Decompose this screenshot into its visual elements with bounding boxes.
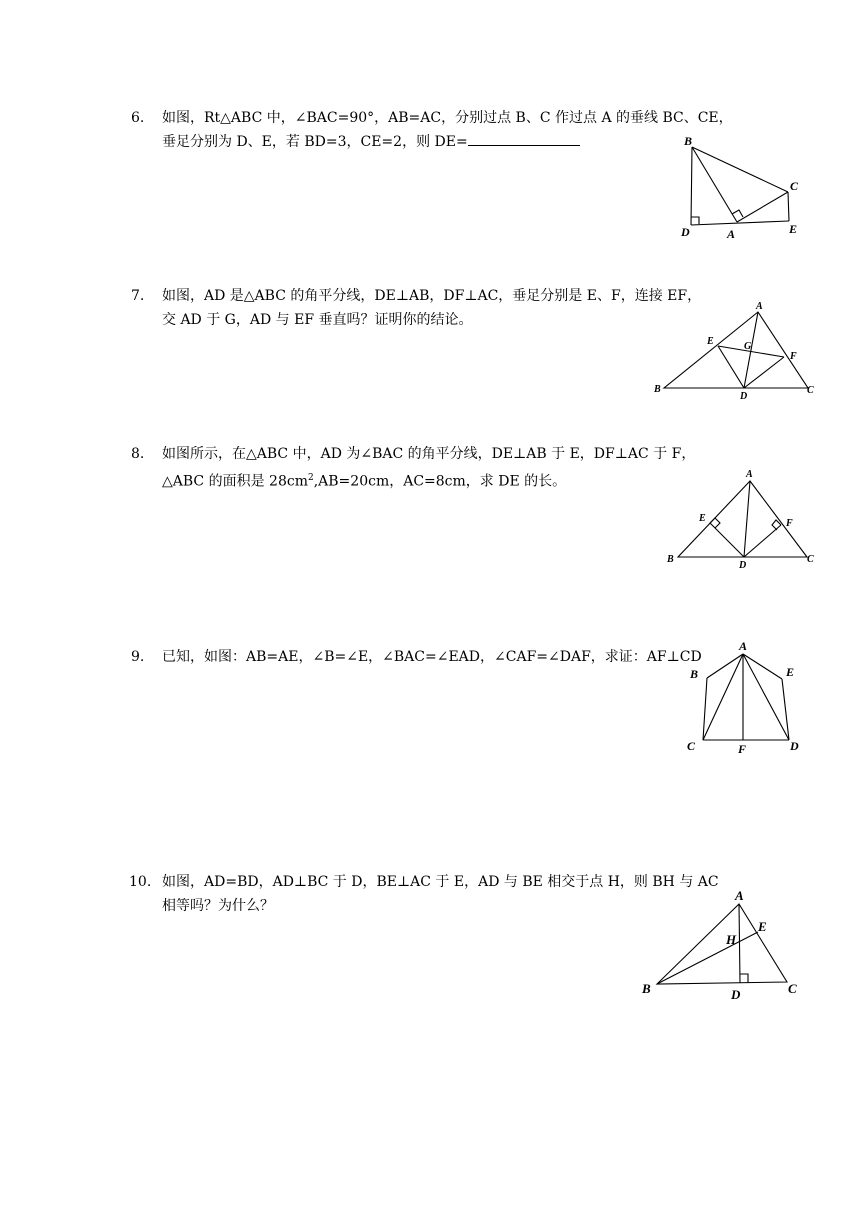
figure-7 xyxy=(650,298,820,400)
segment-CA xyxy=(737,192,788,222)
label-A: A xyxy=(727,227,736,241)
line-DE xyxy=(691,221,789,225)
segment-BC xyxy=(703,678,707,740)
segment-ED xyxy=(782,679,789,740)
label-C: C xyxy=(788,981,797,996)
label-B: B xyxy=(684,134,693,148)
label-E: E xyxy=(758,919,767,934)
segment-FD xyxy=(744,357,784,388)
problem-line: 如图所示，在△ABC 中，AD 为∠BAC 的角平分线，DE⊥AB 于 E，DF⊥AC 于 F， xyxy=(162,446,696,462)
segment-AD xyxy=(739,904,740,983)
problem-line-part: △ABC 的面积是 28cm xyxy=(162,473,308,490)
label-D: D xyxy=(740,391,748,402)
segment-AD xyxy=(743,654,789,740)
problem-number: 8. xyxy=(131,446,145,462)
problem-line: 已知，如图：AB=AE，∠B=∠E，∠BAC=∠EAD，∠CAF=∠DAF，求证：AF⊥CD xyxy=(162,649,702,665)
label-A: A xyxy=(746,469,753,480)
problem-line: 相等吗？为什么？ xyxy=(162,898,274,914)
figure-10 xyxy=(635,880,810,1005)
label-C: C xyxy=(790,179,799,193)
problem-number: 9. xyxy=(131,649,145,665)
label-B: B xyxy=(690,667,699,681)
problem-line-part: ,AB=20cm，AC=8cm，求 DE 的长。 xyxy=(313,473,567,490)
segment-AD xyxy=(744,481,750,557)
problem-line: 如图，AD=BD，AD⊥BC 于 D，BE⊥AC 于 E，AD 与 BE 相交于点 H，则 BH 与 AC xyxy=(162,874,719,890)
figure-6 xyxy=(670,128,820,243)
triangle-ABC xyxy=(664,312,808,388)
label-E: E xyxy=(699,513,706,524)
problem-number: 10. xyxy=(129,874,152,890)
label-C: C xyxy=(687,739,696,753)
segment-ED xyxy=(718,346,744,388)
segment-BE xyxy=(657,932,758,984)
problem-line: 如图，Rt△ABC 中，∠BAC=90°，AB=AC，分别过点 B、C 作过点 A 的垂线 BC、CE， xyxy=(162,110,733,126)
problem-line: 垂足分别为 D、E，若 BD=3，CE=2，则 DE= xyxy=(162,134,468,150)
label-B: B xyxy=(654,384,661,395)
label-F: F xyxy=(790,351,797,362)
problem-number: 6. xyxy=(131,110,145,126)
figure-9 xyxy=(680,636,810,760)
segment-CE xyxy=(788,192,789,221)
label-B: B xyxy=(642,981,651,996)
label-A: A xyxy=(739,639,748,653)
problem-line-with-blank xyxy=(162,130,752,154)
segment-BC xyxy=(692,147,788,192)
segment-FD xyxy=(744,525,781,557)
label-A: A xyxy=(756,301,763,312)
problem-number: 7. xyxy=(131,288,145,304)
triangle-ABC xyxy=(657,904,787,984)
figure-8 xyxy=(660,466,820,570)
label-E: E xyxy=(786,665,795,679)
problem-line: 交 AD 于 G，AD 与 EF 垂直吗？证明你的结论。 xyxy=(162,312,473,328)
label-D: D xyxy=(739,560,747,571)
label-D: D xyxy=(790,739,799,753)
segment-AE xyxy=(743,654,782,679)
label-D: D xyxy=(731,987,741,1002)
right-angle-mark-E xyxy=(710,518,720,528)
problem-text xyxy=(162,645,752,669)
right-angle-mark-D xyxy=(691,217,699,224)
label-D: D xyxy=(681,225,690,239)
segment-BA xyxy=(692,147,737,222)
label-F: F xyxy=(786,518,793,529)
label-B: B xyxy=(667,554,674,565)
label-H: H xyxy=(726,932,737,947)
label-E: E xyxy=(707,336,714,347)
answer-blank[interactable] xyxy=(468,131,580,146)
label-C: C xyxy=(807,554,814,565)
label-G: G xyxy=(744,341,752,352)
label-A: A xyxy=(735,888,744,903)
label-F: F xyxy=(738,742,747,756)
right-angle-mark-D xyxy=(740,974,748,983)
problem-line: 如图，AD 是△ABC 的角平分线，DE⊥AB，DF⊥AC，垂足分别是 E、F，连接 EF， xyxy=(162,288,702,304)
problem-text xyxy=(162,106,752,154)
superscript: 2 xyxy=(307,473,314,483)
label-E: E xyxy=(789,222,798,236)
label-C: C xyxy=(807,385,814,396)
segment-BD xyxy=(691,147,692,225)
